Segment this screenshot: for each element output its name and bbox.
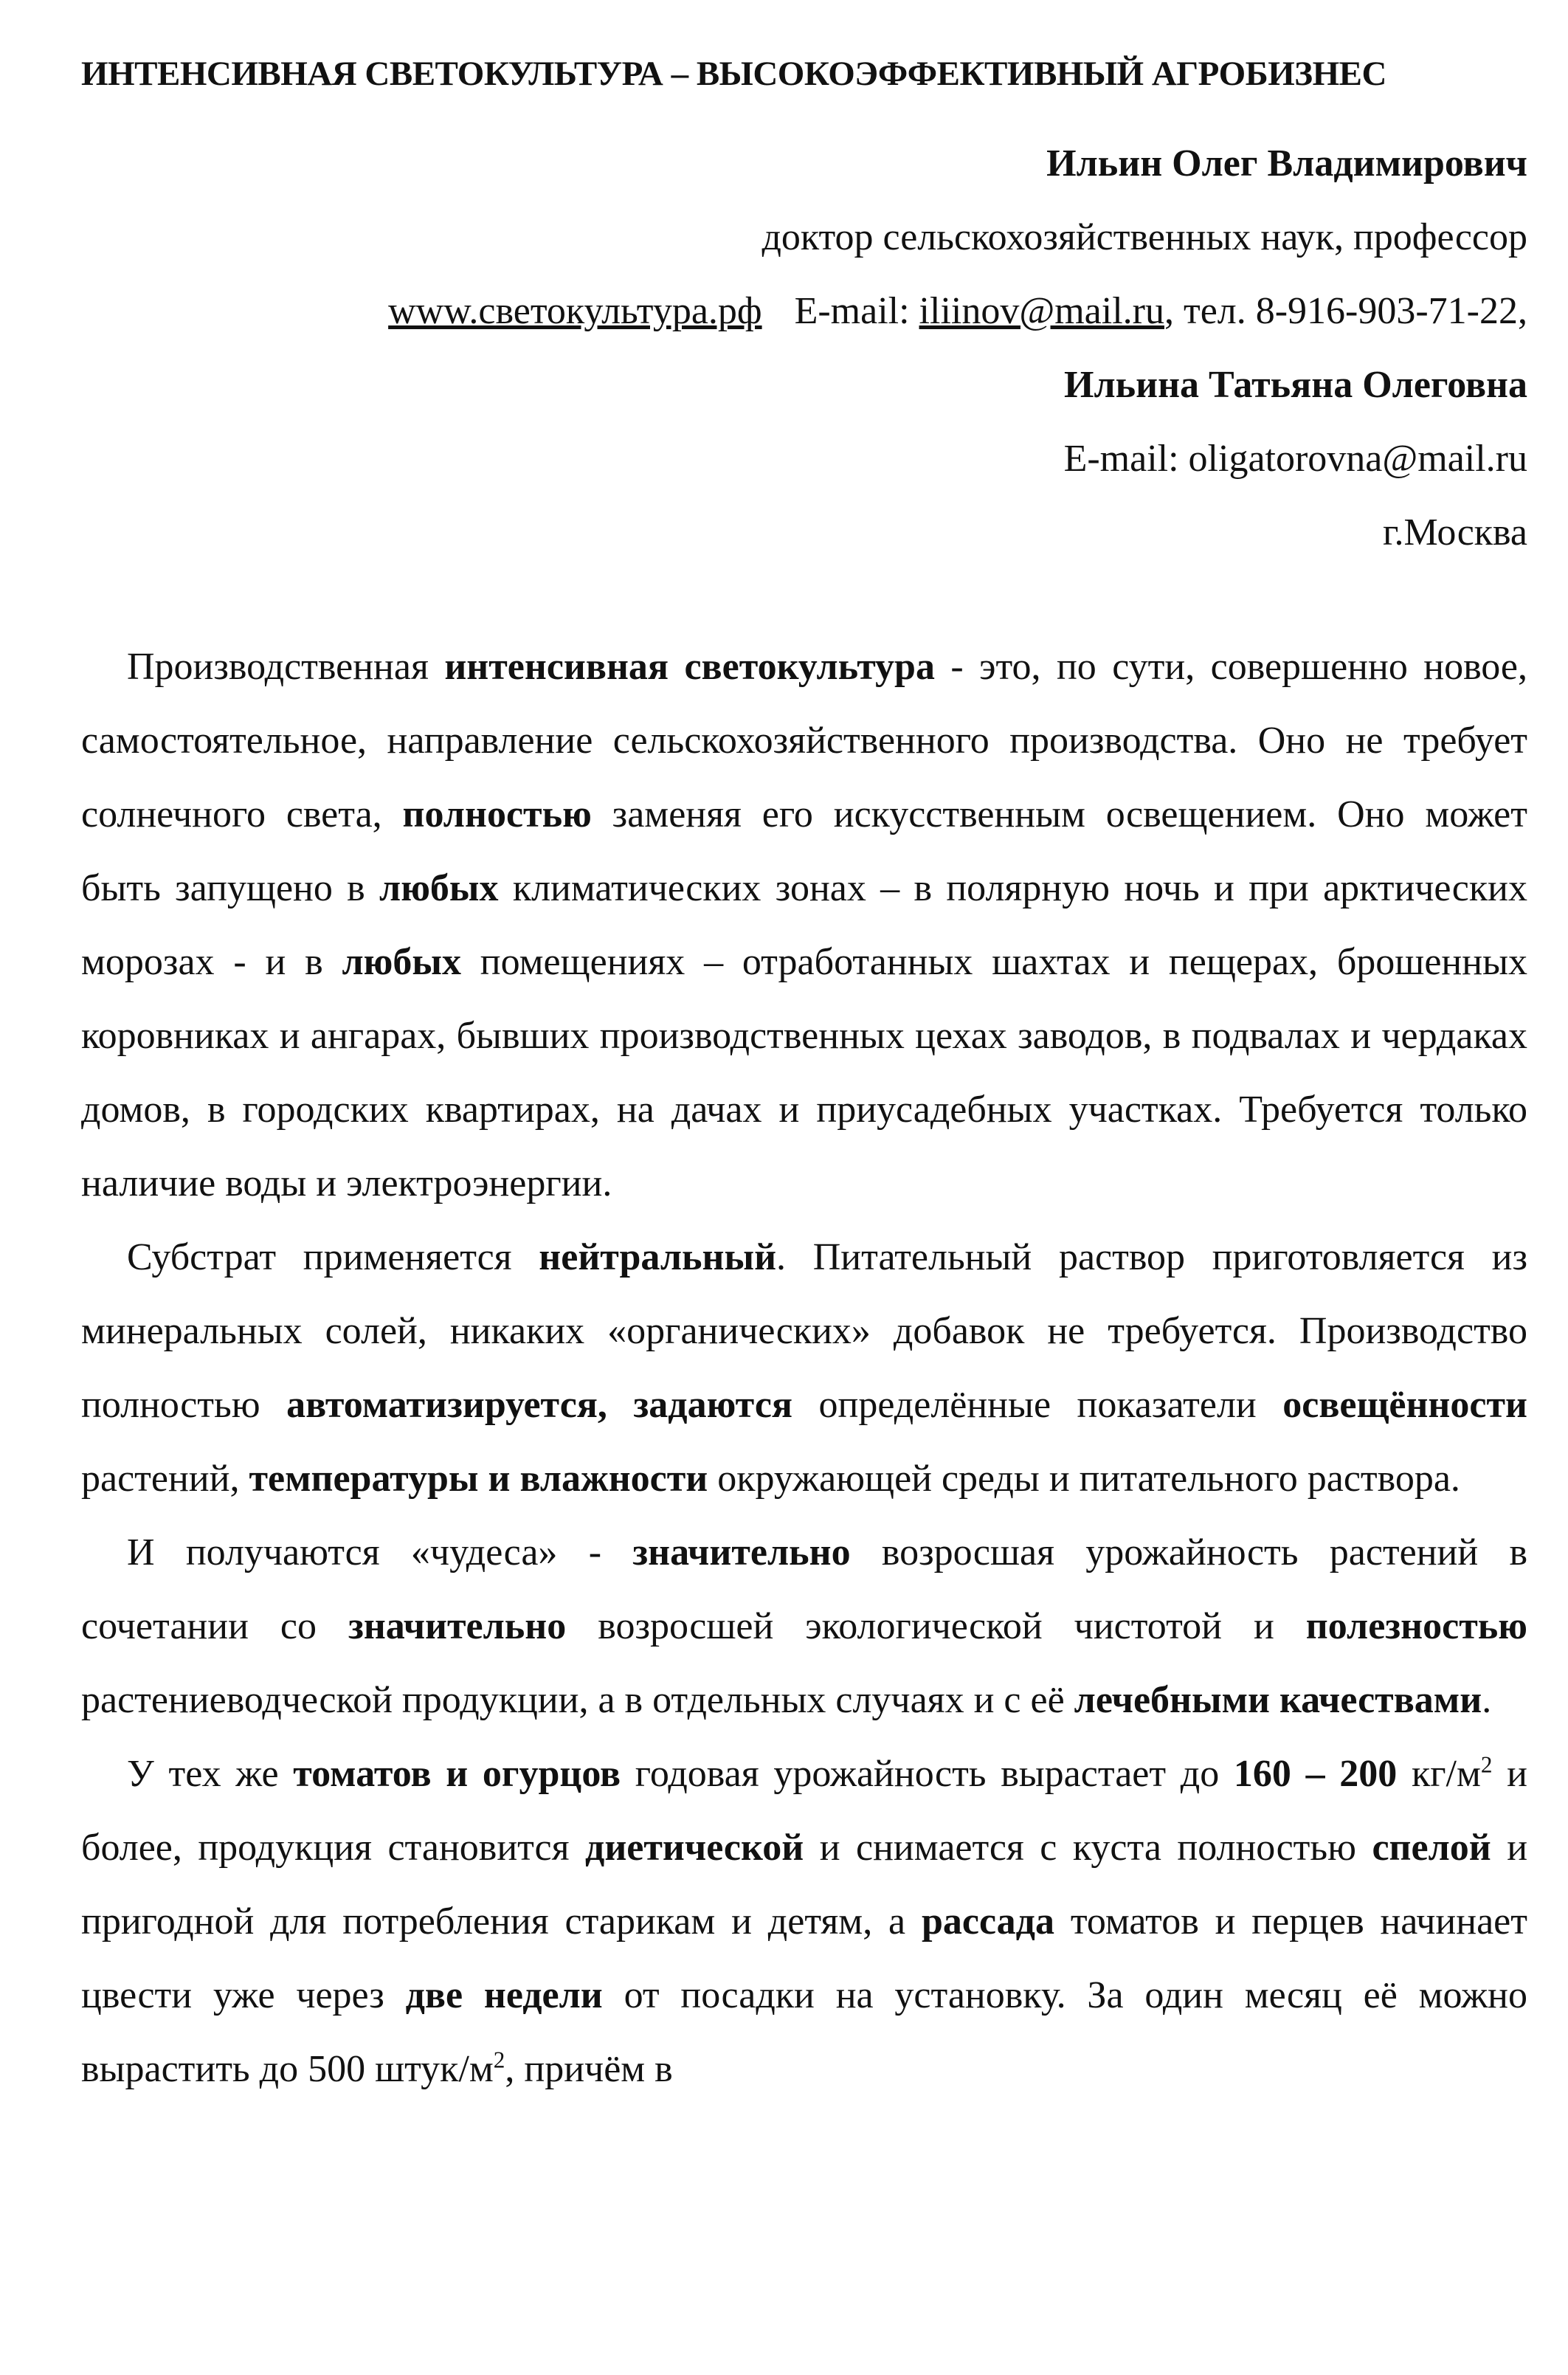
bold-run: любых — [379, 867, 499, 909]
superscript: 2 — [1480, 1751, 1493, 1778]
article-body — [81, 630, 1527, 2106]
bold-run: две недели — [405, 1974, 603, 2016]
bold-run: температуры и влажности — [249, 1458, 708, 1500]
text-run: . Питательный раствор приготовляется из минеральных солей, никаких «органических» добавок не требуется. Производство полностью — [81, 1236, 1528, 1426]
text-run: заменяя его искусственным освещением. Оно может быть запущено в — [81, 793, 1527, 909]
bold-run: значительно — [632, 1531, 851, 1573]
bold-run: диетической — [585, 1827, 804, 1869]
text-run: кг/м — [1397, 1753, 1481, 1795]
bold-run: томатов и огурцов — [293, 1753, 621, 1795]
text-run: окружающей среды и питательного раствора. — [708, 1458, 1460, 1500]
text-run: Субстрат применяется — [127, 1236, 539, 1278]
paragraph-2 — [81, 1221, 1527, 1516]
bold-run: нейтральный — [539, 1236, 777, 1278]
bold-run: спелой — [1372, 1827, 1491, 1869]
bold-run: 160 – 200 — [1233, 1753, 1398, 1795]
text-run: . — [1482, 1679, 1492, 1721]
bold-run: лечебными качествами — [1074, 1679, 1482, 1721]
bold-run: значительно — [348, 1605, 567, 1647]
text-run: возросшая урожайность растений в сочетании со — [81, 1531, 1528, 1647]
text-run: растениеводческой продукции, а в отдельных случаях и с её — [81, 1679, 1074, 1721]
author2-name: Ильина Татьяна Олеговна — [1064, 364, 1527, 406]
bold-run: полезностью — [1305, 1605, 1527, 1647]
city: г.Москва — [1383, 511, 1527, 554]
text-run: Производственная — [127, 646, 445, 688]
text-run: растений, — [81, 1458, 249, 1500]
paragraph-3 — [81, 1516, 1527, 1737]
text-run: томатов и перцев начинает цвести уже через — [81, 1900, 1527, 2016]
document-title: ИНТЕНСИВНАЯ СВЕТОКУЛЬТУРА – ВЫСОКОЭФФЕКТИВНЫЙ АГРОБИЗНЕС — [81, 55, 1386, 93]
text-run: и снимается с куста полностью — [804, 1827, 1372, 1869]
text-run: возросшей экологической чистотой и — [566, 1605, 1306, 1647]
paragraph-1 — [81, 630, 1527, 1221]
paragraph-4 — [81, 1737, 1527, 2106]
text-run: от посадки на установку. За один месяц её можно вырастить до 500 штук/м — [81, 1974, 1528, 2090]
text-run: И получаются «чудеса» - — [127, 1531, 633, 1573]
bold-run: полностью — [402, 793, 592, 835]
text-run: помещениях – отработанных шахтах и пещерах, брошенных коровниках и ангарах, бывших производственных цехах заводов, в подвалах и чердаках домов, в городских квартирах, на дачах и приусадебных участках. Требуется только наличие воды и электроэнергии. — [81, 941, 1528, 1204]
text-run: - это, по сути, совершенно новое, самостоятельное, направление сельскохозяйственного производства. Оно не требует солнечного света, — [81, 646, 1527, 835]
text-run: определённые показатели — [792, 1384, 1283, 1426]
document-page — [81, 52, 1527, 2106]
text-run: и более, продукция становится — [81, 1753, 1527, 1869]
text-run: и пригодной для потребления старикам и детям, а — [81, 1827, 1528, 1943]
superscript: 2 — [493, 2047, 505, 2073]
website-link[interactable]: www.светокультура.рф — [388, 290, 762, 332]
contact-line — [81, 275, 1527, 348]
bold-run: интенсивная светокультура — [444, 646, 935, 688]
bold-run: освещённости — [1282, 1384, 1527, 1426]
phone-number: , тел. 8-916-903-71-22, — [1164, 290, 1527, 332]
bold-run: рассада — [921, 1900, 1054, 1943]
author1-name: Ильин Олег Владимирович — [1046, 142, 1527, 185]
author-block — [81, 127, 1527, 570]
email2-line: E-mail: oligatorovna@mail.ru — [1063, 438, 1527, 480]
email1-label: E-mail: — [794, 290, 910, 332]
email1-link[interactable]: iliinov@mail.ru — [919, 290, 1164, 332]
text-run: климатических зонах – в полярную ночь и при арктических морозах - и в — [81, 867, 1527, 983]
bold-run: любых — [342, 941, 461, 983]
bold-run: автоматизируется, задаются — [286, 1384, 793, 1426]
author1-degree: доктор сельскохозяйственных наук, профессор — [761, 216, 1527, 258]
text-run: У тех же — [127, 1753, 294, 1795]
text-run: , причём в — [505, 2048, 673, 2090]
text-run: годовая урожайность вырастает до — [621, 1753, 1234, 1795]
